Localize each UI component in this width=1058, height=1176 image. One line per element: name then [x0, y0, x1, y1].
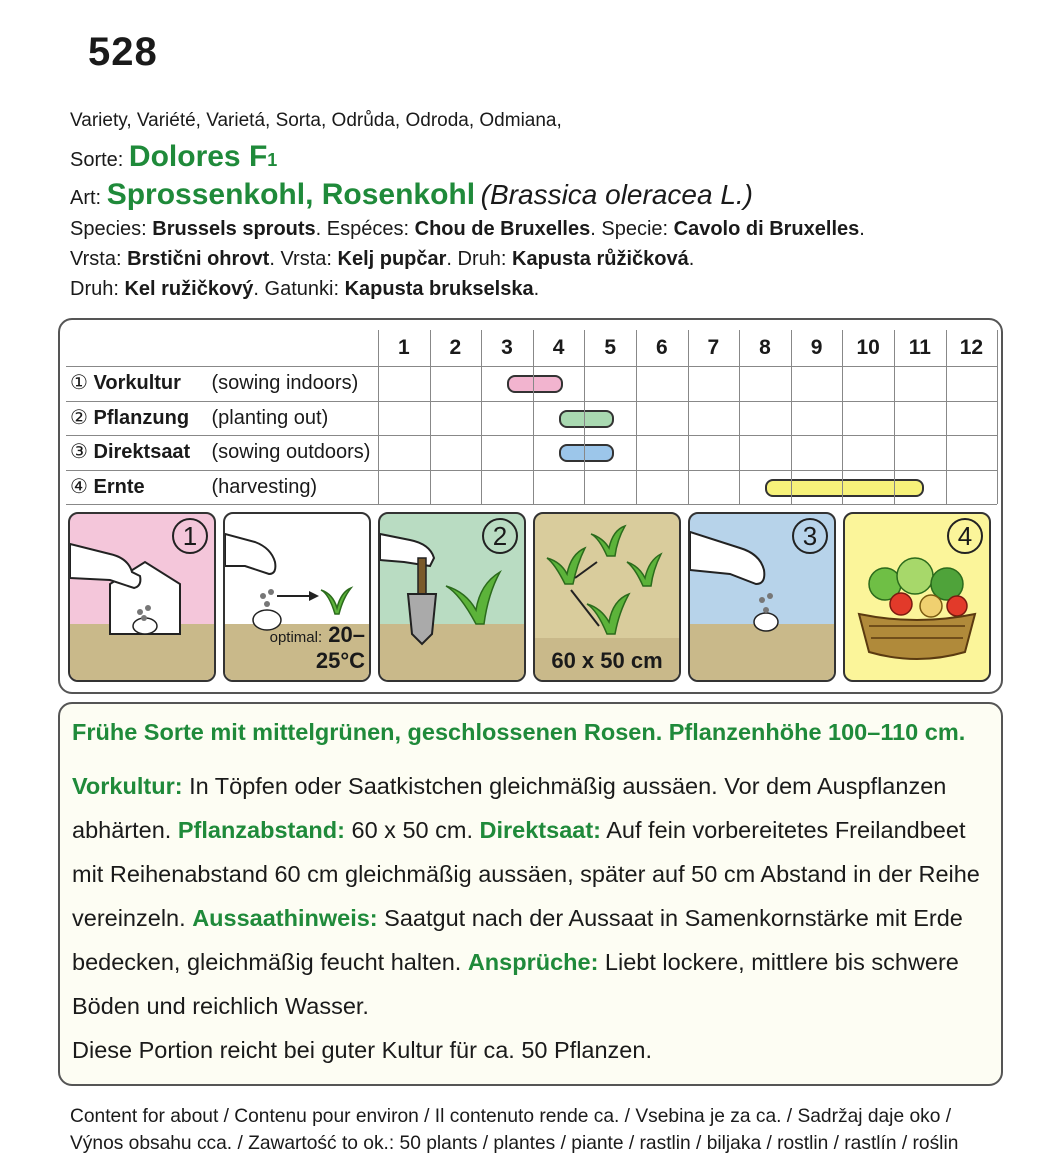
- sorte-line: [70, 140, 277, 174]
- sorte-label: Sorte:: [70, 149, 124, 171]
- month-label: 12: [959, 336, 984, 359]
- direktsaat-text: Auf fein vorbereitetes Freilandbeet mit Reihenabstand 60 cm gleichmäßig aussäen, später auf 50 cm Abstand in der Reihe vereinzeln.: [72, 817, 980, 931]
- pflanzabstand-label: Pflanzabstand:: [177, 817, 345, 843]
- step-2-badge: 2: [482, 518, 518, 554]
- month-label: 11: [908, 336, 931, 359]
- cultivation-instructions: [72, 764, 992, 1028]
- optimal-label: optimal:: [269, 629, 323, 646]
- grid-line: [739, 330, 740, 504]
- ansprueche-label: Ansprüche:: [467, 949, 599, 975]
- step-1-badge: 1: [172, 518, 208, 554]
- species-label: Vrsta:: [70, 248, 122, 270]
- grid-line: [584, 330, 585, 504]
- portion-note: Diese Portion reicht bei guter Kultur für ca. 50 Pflanzen.: [72, 1037, 652, 1063]
- optimal-temperature: [225, 622, 369, 674]
- sep: .: [688, 248, 695, 270]
- sep: .: [859, 218, 865, 240]
- species-label: Druh:: [457, 248, 507, 270]
- species-line-1: [70, 218, 865, 241]
- spacing-label: 60 x 50 cm: [551, 648, 663, 673]
- pflanzabstand-text: 60 x 50 cm.: [344, 817, 480, 843]
- sep: .: [533, 278, 540, 300]
- art-label: Art:: [70, 187, 102, 209]
- month-label: 2: [449, 336, 462, 359]
- variety-name: Dolores F: [128, 140, 268, 173]
- aussaat-text: Saatgut nach der Aussaat in Samenkornstärke mit Erde bedecken, gleichmäßig feucht halten.: [72, 905, 963, 975]
- panel-sowing-outdoors: [688, 512, 836, 682]
- species-name: Kelj pupčar: [337, 248, 447, 270]
- month-label: 4: [552, 336, 565, 359]
- calendar-period-bar: [559, 410, 615, 428]
- sep: .: [446, 248, 452, 270]
- panel-planting-out: [378, 512, 526, 682]
- aussaat-label: Aussaathinweis:: [192, 905, 378, 931]
- species-name: Kapusta růžičková: [512, 248, 689, 270]
- panel-sowing-indoors: [68, 512, 216, 682]
- month-label: 3: [501, 336, 513, 359]
- panel-germination: [223, 512, 371, 682]
- species-name: Kel ružičkový: [124, 278, 254, 300]
- grid-line: [66, 366, 997, 367]
- sep: .: [269, 248, 275, 270]
- species-name: Brussels sprouts: [152, 218, 316, 240]
- row-description: (harvesting): [211, 475, 318, 498]
- variety-f1-sub: 1: [267, 150, 278, 170]
- ansprueche-text: Liebt lockere, mittlere bis schwere Böden und reichlich Wasser.: [72, 949, 959, 1019]
- art-latin: (Brassica oleracea L.): [480, 179, 754, 210]
- calendar-period-bar: [765, 479, 924, 497]
- row-number: ③: [70, 441, 94, 463]
- footer-line-2: Výnos obsahu cca. / Zawartość to ok.: 50 plants / plantes / piante / rastlin / biljaka / rostlin / rastlín / roślin: [70, 1133, 959, 1154]
- month-label: 6: [655, 336, 668, 359]
- species-label: Specie:: [601, 218, 669, 240]
- step-4-badge: 4: [947, 518, 983, 554]
- sep: .: [590, 218, 596, 240]
- variety-summary: Frühe Sorte mit mittelgrünen, geschlossenen Rosen. Pflanzenhöhe 100–110 cm.: [72, 719, 966, 745]
- grid-line: [842, 330, 843, 504]
- grid-line: [66, 401, 997, 402]
- art-name: Sprossenkohl, Rosenkohl: [106, 178, 476, 211]
- month-label: 1: [397, 336, 410, 359]
- optimal-value: 20–25°C: [315, 622, 365, 673]
- grid-line: [688, 330, 689, 504]
- grid-line: [66, 504, 997, 505]
- grid-line: [791, 330, 792, 504]
- row-number: ①: [70, 372, 94, 394]
- month-label: 7: [707, 336, 720, 359]
- row-description: (sowing outdoors): [211, 441, 371, 463]
- row-number: ④: [70, 475, 94, 498]
- species-name: Chou de Bruxelles: [414, 218, 591, 240]
- grid-line: [66, 435, 997, 436]
- grid-line: [430, 330, 431, 504]
- calendar-period-bar: [507, 375, 563, 393]
- direktsaat-label: Direktsaat:: [479, 817, 601, 843]
- grid-line: [894, 330, 895, 504]
- grid-line: [533, 330, 534, 504]
- vorkultur-label: Vorkultur:: [72, 773, 183, 799]
- species-line-2: [70, 248, 694, 271]
- variety-line: Variety, Variété, Varietá, Sorta, Odrůda, Odroda, Odmiana,: [70, 110, 562, 131]
- calendar-row-label: [70, 370, 376, 395]
- row-name: Vorkultur: [93, 372, 181, 394]
- species-label: Gatunki:: [264, 278, 340, 300]
- row-description: (planting out): [211, 406, 329, 429]
- species-label: Species:: [70, 218, 147, 240]
- grid-line: [946, 330, 947, 504]
- calendar-period-bar: [559, 444, 615, 462]
- panel-harvesting: [843, 512, 991, 682]
- species-label: Espéces:: [326, 218, 410, 240]
- species-name: Cavolo di Bruxelles: [673, 218, 860, 240]
- month-label: 10: [856, 336, 880, 359]
- row-number: ②: [70, 406, 94, 429]
- grid-line: [481, 330, 482, 504]
- sep: .: [315, 218, 322, 240]
- panel-spacing: [533, 512, 681, 682]
- art-line: [70, 178, 753, 212]
- species-line-3: [70, 278, 539, 301]
- calendar-row-label: [70, 405, 376, 430]
- species-label: Vrsta:: [280, 248, 332, 270]
- species-label: Druh:: [70, 278, 119, 300]
- description-box: [58, 702, 1003, 1086]
- vorkultur-text: In Töpfen oder Saatkistchen gleichmäßig aussäen. Vor dem Auspflanzen abhärten.: [72, 773, 947, 843]
- species-name: Kapusta brukselska: [344, 278, 534, 300]
- species-name: Brstični ohrovt: [127, 248, 270, 270]
- sep: .: [253, 278, 259, 300]
- footer-line-1: Content for about / Contenu pour environ / Il contenuto rende ca. / Vsebina je za ca. / Sadržaj daje oko /: [70, 1106, 952, 1127]
- row-name: Pflanzung: [93, 406, 190, 429]
- calendar-row-label: [70, 439, 376, 464]
- month-label: 5: [604, 336, 617, 359]
- grid-line: [66, 470, 997, 471]
- step-3-badge: 3: [792, 518, 828, 554]
- grid-line: [378, 330, 379, 504]
- row-name: Direktsaat: [93, 441, 191, 463]
- schedule-box: [58, 318, 1003, 694]
- month-label: 8: [759, 336, 771, 359]
- grid-line: [636, 330, 637, 504]
- grid-line: [997, 330, 998, 504]
- packet-number: 528: [88, 30, 158, 74]
- row-description: (sowing indoors): [211, 372, 359, 394]
- calendar-row-label: [70, 474, 376, 499]
- month-label: 9: [810, 336, 823, 359]
- row-name: Ernte: [93, 475, 145, 498]
- footer-content: [70, 1103, 958, 1157]
